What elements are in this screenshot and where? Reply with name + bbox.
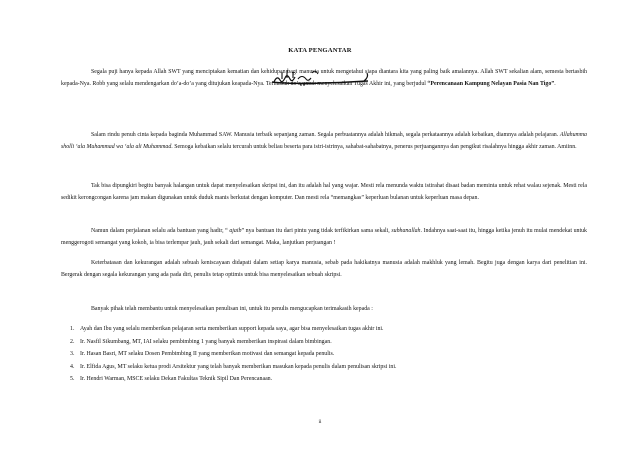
list-item-number: 2. [70, 338, 75, 345]
list-item-number: 1. [70, 326, 75, 332]
paragraph-1: Segala puji hanya kepada Allah SWT yang menciptakan kematian dan kehidupan bagi manusia untuk mengetahui siapa diantara kita yang paling baik amalannya. Allah SWT sekalian alam, semesta bertasbih kepada-Nya. Robb yang selalu mendengarkan do’a-do’a yang ditujukan keapada-Nya. Termasuk do’a untuk menyelesaikan Tugas Akhir ini, yang berjudul “Perencanaan Kampung Nelayan Pasia Nan Tigo”. [61, 69, 587, 87]
list-item [70, 373, 590, 386]
list-item-text: Ayah dan Ibu yang selalu memberikan pelajaran serta memberikan support kepada saya, agar bisa menyelesaikan tugas akhir ini. [80, 326, 384, 332]
paragraph-4: Namun dalam perjalanan selalu ada bantuan yang hadir, “ ajaib” nya bantuan itu dari pintu yang tidak terfikirkan sama sekali, subhanallah. Indahnya saat-saat itu, hingga ketika jenuh itu mulai mendekat untuk menggerogoti semangat yang kokoh, ia bisa terlempar jauh, jauh sekali dari semangat. Maka, lanjutkan perjuangan ! [61, 228, 587, 246]
list-item [70, 348, 590, 361]
list-item-number: 4. [70, 363, 75, 370]
list-item [70, 361, 590, 374]
page-title: KATA PENGANTAR [288, 47, 352, 54]
list-item-number: 5. [70, 376, 75, 383]
list-item [70, 336, 590, 349]
paragraph-5: Keterbatasan dan kekurangan adalah sebuah keniscayaan didapati dalam setiap karya manusia, sebab pada hakikatnya manusia adalah makhluk yang lemah. Begitu juga dengan karya dari penelitian ini. Bergerak dengan segala kekurangan yang ada pada diri, penulis tetap optimis untuk bisa menyelesaikan sebuah skripsi. [61, 260, 587, 278]
page-number: ii [318, 419, 322, 425]
list-item-text: Ir. Hasan Basri, MT selaku Dosen Pembimbing II yang memberikan motivasi dan semangat kepada penulis. [80, 351, 335, 358]
list-item-text: Ir. Hendri Warman, MSCE selaku Dekan Fakultas Teknik Sipil Dan Perencanaan. [80, 376, 273, 383]
paragraph-6: Banyak pihak telah membantu untuk menyelesaikan penulisan ini, untuk itu penulis mengucapkan terimakasih kepada : [91, 306, 373, 312]
paragraph-3: Tak bisa dipungkiri begitu banyak halangan untuk dapat menyelesaikan skripsi ini, dan itu adalah hal yang wajar. Mesti rela menunda waktu istirahat disaat badan meminta untuk rehat walau sejenak. Mesti rela sedikit kerongcongan karena jam makan digunakan untuk duduk manis berkutat dengan komputer. Dan mesti rela “memangkas” keperluan bulanan untuk keperluan masa depan. [61, 183, 587, 201]
acknowledgement-list [70, 323, 590, 386]
list-item [70, 323, 590, 336]
list-item-text: Ir. Elfida Agus, MT selaku ketua prodi Arsitektur yang telah banyak memberikan masukan kepada penulis dalam penulisan skripsi ini. [80, 363, 397, 370]
paragraph-2: Salam rindu penuh cinta kepada baginda Muhammad SAW. Manusia terbaik sepanjang zaman. Segala perbuatannya adalah hikmah, segala perkataannya adalah kebaikan, diamnya adalah pelajaran. Allahumma sholli ‘ala Muhammad wa ‘ala ali Muhammad. Semoga kebaikan selalu tercurah untuk beliau beserta para istri-istrinya, sahabat-sahabatnya, penerus perjuangannya dan pengikut risalahnya hingga akhir zaman. Amiinn. [61, 132, 587, 150]
list-item-number: 3. [70, 351, 75, 358]
list-item-text: Ir. Nasfil Sikumbang, MT, IAI selaku pembimbing 1 yang banyak memberikan inspirasi dalam bimbingan. [80, 338, 332, 345]
